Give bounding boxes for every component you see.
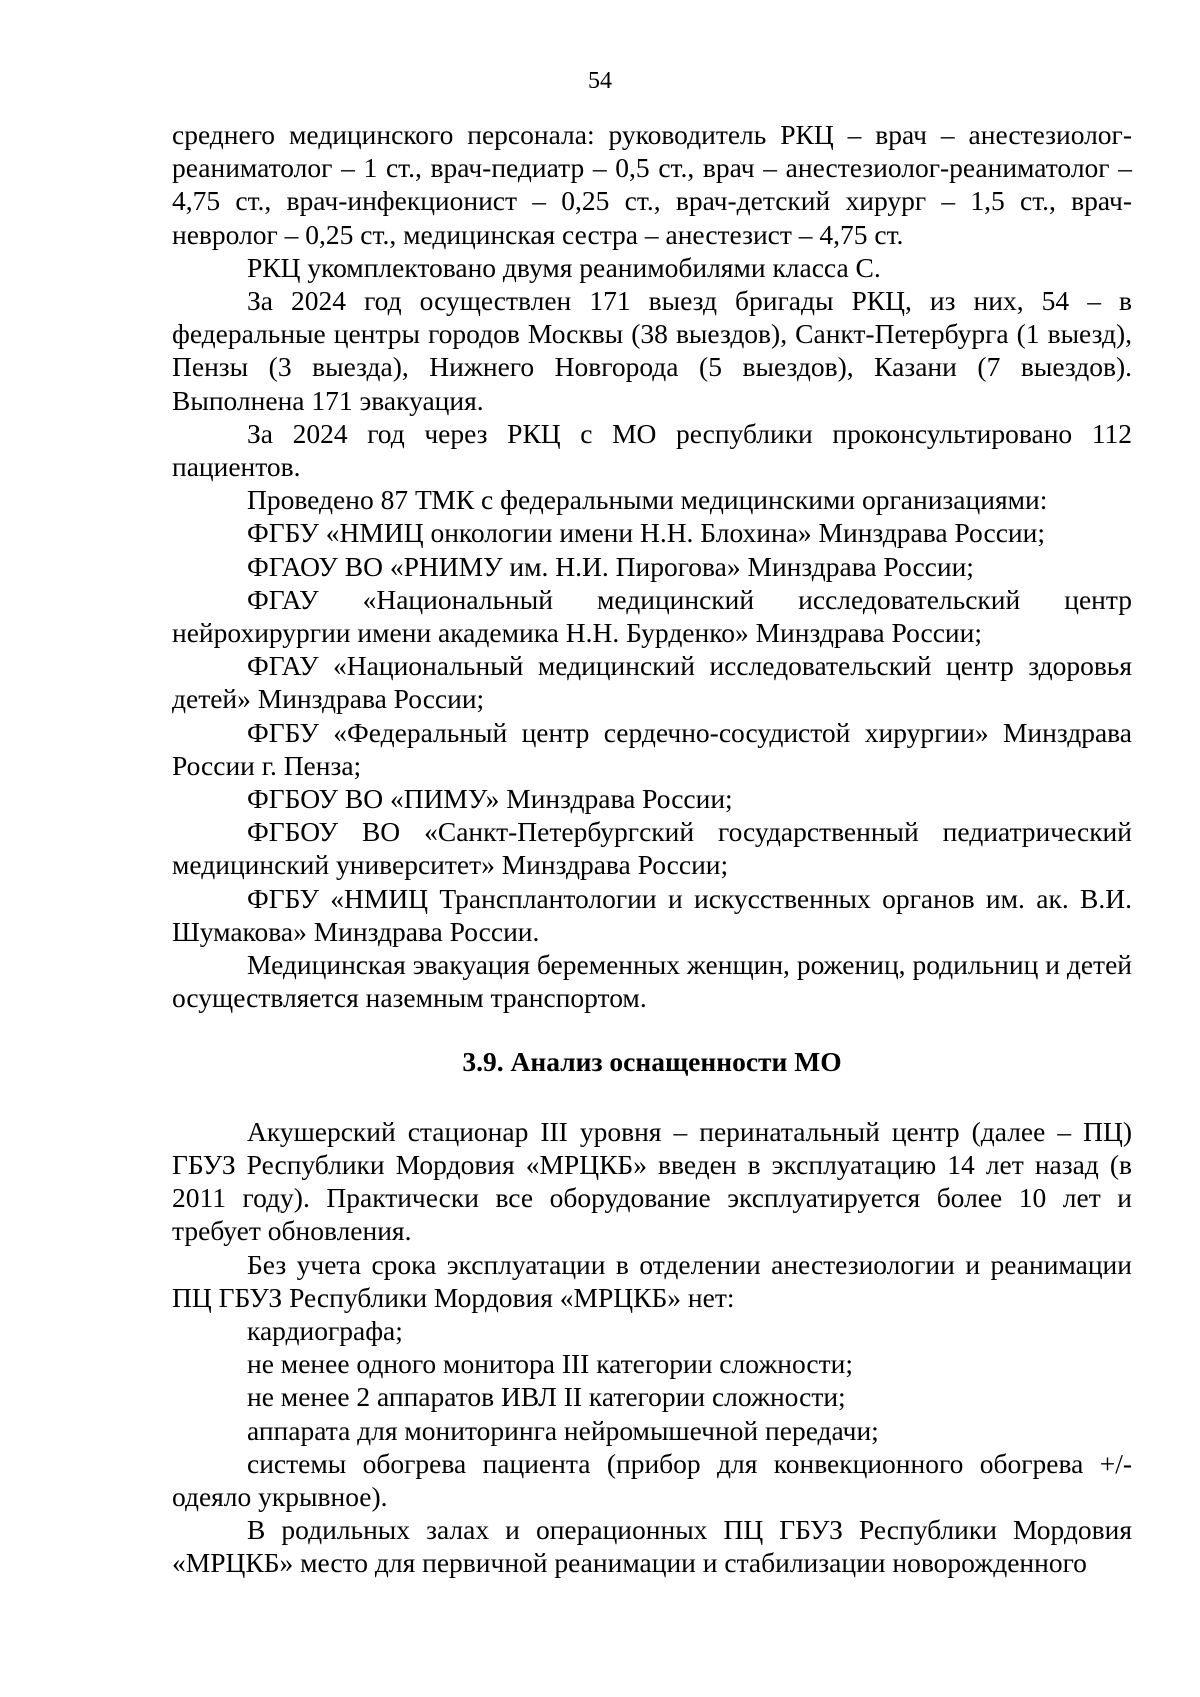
list-item-equipment: аппарата для мониторинга нейромышечной передачи; [247, 1414, 879, 1446]
document-body [172, 118, 1132, 1580]
section-heading: 3.9. Анализ оснащенности МО [462, 1046, 842, 1078]
paragraph-trips: За 2024 год осуществлен 171 выезд бригады РКЦ, из них, 54 – в федеральные центры городов Москвы (38 выездов), Санкт-Петербурга (1 выезд), Пензы (3 выезда), Нижнего Новгорода (5 выездов), Казани (7 выездов). Выполнена 171 эвакуация. [172, 285, 1132, 416]
paragraph-ambulances: РКЦ укомплектовано двумя реанимобилями класса С. [247, 251, 881, 283]
paragraph-tmk-intro: Проведено 87 ТМК с федеральными медицинскими организациями: [247, 484, 1048, 516]
list-item-org: ФГБУ «НМИЦ онкологии имени Н.Н. Блохина» Минздрава России; [247, 517, 1045, 549]
list-item-org: ФГБОУ ВО «ПИМУ» Минздрава России; [247, 783, 733, 815]
list-item-equipment: кардиографа; [247, 1314, 403, 1346]
list-item-org: ФГАУ «Национальный медицинский исследовательский центр нейрохирургии имени академика Н.Н. Бурденко» Минздрава России; [172, 583, 1132, 649]
list-item-org: ФГБУ «НМИЦ Трансплантологии и искусственных органов им. ак. В.И. Шумакова» Минздрава России. [172, 882, 1132, 947]
paragraph-evacuation: Медицинская эвакуация беременных женщин, рожениц, родильниц и детей осуществляется наземным транспортом. [172, 949, 1132, 1014]
list-item-org: ФГБУ «Федеральный центр сердечно-сосудистой хирургии» Минздрава России г. Пенза; [172, 716, 1132, 781]
paragraph-missing-equipment-intro: Без учета срока эксплуатации в отделении анестезиологии и реанимации ПЦ ГБУЗ Республики Мордовия «МРЦКБ» нет: [172, 1248, 1132, 1313]
list-item-org: ФГБОУ ВО «Санкт-Петербургский государственный педиатрический медицинский университет» Минздрава России; [172, 816, 1132, 881]
paragraph-perinatal-center: Акушерский стационар III уровня – перинатальный центр (далее – ПЦ) ГБУЗ Республики Мордовия «МРЦКБ» введен в эксплуатацию 14 лет назад (в 2011 году). Практически все оборудование эксплуатируется более 10 лет и требует обновления. [172, 1115, 1132, 1247]
list-item-equipment: не менее 2 аппаратов ИВЛ II категории сложности; [247, 1381, 846, 1413]
paragraph-consultations: За 2024 год через РКЦ с МО республики проконсультировано 112 пациентов. [172, 417, 1132, 483]
paragraph-staffing: среднего медицинского персонала: руководитель РКЦ – врач – анестезиолог-реаниматолог – 1 ст., врач-педиатр – 0,5 ст., врач – анестезиолог-реаниматолог – 4,75 ст., врач-инфекционист – 0,25 ст., врач-детский хирург – 1,5 ст., врач-невролог – 0,25 ст., медицинская сестра – анестезист – 4,75 ст. [172, 119, 1132, 250]
list-item-org: ФГАОУ ВО «РНИМУ им. Н.И. Пирогова» Минздрава России; [247, 550, 974, 582]
list-item-equipment: системы обогрева пациента (прибор для конвекционного обогрева +/- одеяло укрывное). [172, 1447, 1132, 1512]
list-item-equipment: не менее одного монитора III категории сложности; [247, 1348, 854, 1380]
page-number: 54 [588, 68, 612, 94]
list-item-org: ФГАУ «Национальный медицинский исследовательский центр здоровья детей» Минздрава России; [172, 650, 1132, 715]
paragraph-delivery-rooms: В родильных залах и операционных ПЦ ГБУЗ Республики Мордовия «МРЦКБ» место для первичной реанимации и стабилизации новорожденного [172, 1514, 1132, 1579]
